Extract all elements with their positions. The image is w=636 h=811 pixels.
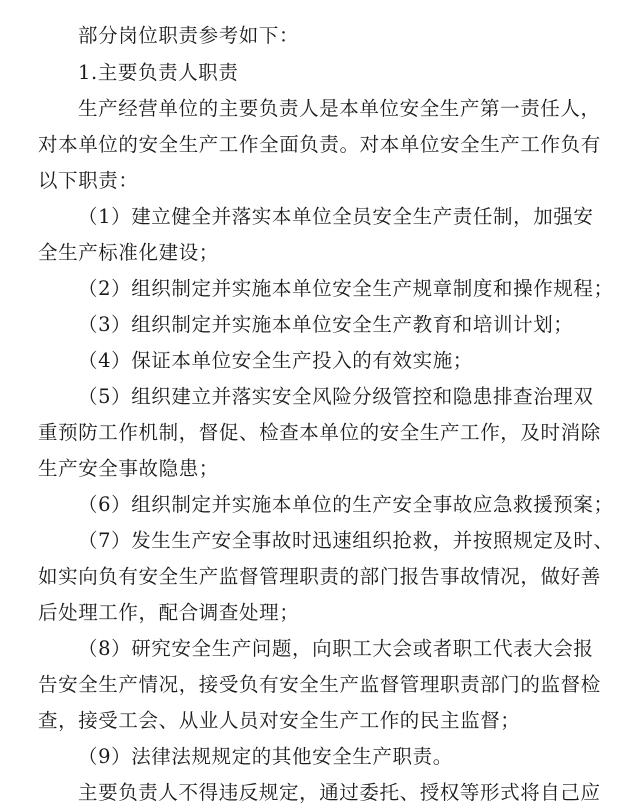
- list-item-2: （2）组织制定并实施本单位安全生产规章制度和操作规程；: [78, 277, 614, 300]
- list-item-6: （6）组织制定并实施本单位的生产安全事故应急救援预案；: [78, 493, 614, 516]
- list-item-1: （1）建立健全并落实本单位全员安全生产责任制，加强安: [78, 205, 594, 228]
- list-item-5-continued: 重预防工作机制，督促、检查本单位的安全生产工作，及时消除: [38, 421, 601, 444]
- paragraph-line: 对本单位的安全生产工作全面负责。对本单位安全生产工作负有: [38, 133, 601, 156]
- list-item-8-continued: 告安全生产情况，接受负有安全生产监督管理职责部门的监督检: [38, 673, 601, 696]
- list-item-7-continued: 后处理工作，配合调查处理；: [38, 601, 300, 624]
- list-item-4: （4）保证本单位安全生产投入的有效实施；: [78, 349, 473, 372]
- list-item-3: （3）组织制定并实施本单位安全生产教育和培训计划；: [78, 313, 574, 336]
- list-item-5: （5）组织建立并落实安全风险分级管控和隐患排查治理双: [78, 385, 594, 408]
- section-heading: 1.主要负责人职责: [78, 61, 239, 84]
- list-item-1-continued: 全生产标准化建设；: [38, 241, 219, 264]
- list-item-7-continued: 如实向负有安全生产监督管理职责的部门报告事故情况，做好善: [38, 565, 601, 588]
- list-item-8: （8）研究安全生产问题，向职工大会或者职工代表大会报: [78, 637, 594, 660]
- closing-paragraph-line: 主要负责人不得违反规定，通过委托、授权等形式将自己应: [78, 781, 601, 804]
- paragraph-line: 生产经营单位的主要负责人是本单位安全生产第一责任人，: [78, 97, 601, 120]
- list-item-9: （9）法律法规规定的其他安全生产职责。: [78, 745, 453, 768]
- list-item-8-continued: 查，接受工会、从业人员对安全生产工作的民主监督；: [38, 709, 521, 732]
- list-item-5-continued: 生产安全事故隐患；: [38, 457, 219, 480]
- intro-line: 部分岗位职责参考如下：: [78, 24, 300, 47]
- paragraph-line: 以下职责：: [38, 169, 139, 192]
- list-item-7: （7）发生生产安全事故时迅速组织抢救，并按照规定及时、: [78, 529, 614, 552]
